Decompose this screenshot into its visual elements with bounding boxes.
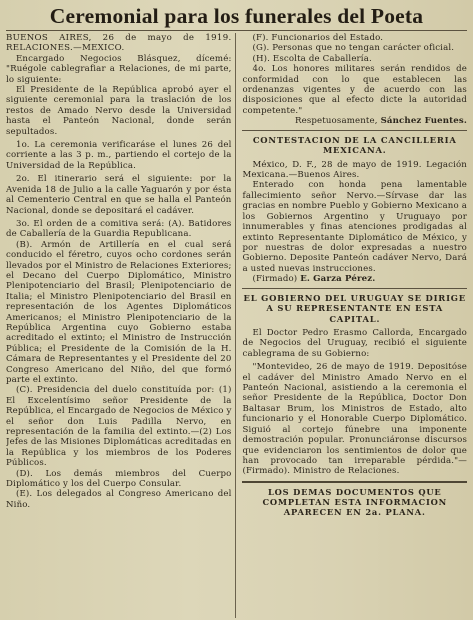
column-divider <box>235 33 236 618</box>
signature-sanchez <box>242 116 467 126</box>
signature-name: E. Garza Pérez. <box>300 274 376 285</box>
list-item: (H). Escolta de Caballería. <box>252 53 372 64</box>
article-paragraph: (D). Los demás miembros del Cuerpo Diplomático y los del Cuerpo Consular. <box>6 468 232 490</box>
article-paragraph: (B). Armón de Artillería en el cual será conducido el féretro, cuyos ocho cordones serán llevados por el Ministro de Relaciones Exteriores; el Decano del Cuerpo Diplomático, Ministro Plenipotenciario del Brasil; Plenipotenciario de Italia; el Ministro Plenipotenciario del Brasil en representación de los Agentes Diplomáticos Americanos; el Ministro Plenipotenciario de la República Argentina cuyo Gobierno estaba acreditado el extinto; el Ministro de Instrucción Pública; el Presidente de la Comisión de la H. Cámara de Representantes y el Presidente del 20 Congreso Americano del Niño, del que formó parte el extinto. <box>6 239 232 385</box>
headline: Ceremonial para los funerales del Poeta <box>49 4 424 28</box>
list-item: (F). Funcionarios del Estado. <box>252 33 384 43</box>
article-paragraph: 2o. El itinerario será el siguiente: por la Avenida 18 de Julio a la calle Yaguarón y por ésta al Cementerio Central en que se halla el Panteón Nacional, donde se depositará el cadáver. <box>6 174 232 216</box>
headline-rule <box>6 30 467 31</box>
article-paragraph: (C). Presidencia del duelo constituída por: (1) El Excelentísimo señor Presidente de la República, el Encargado de Negocios de México y el señor don Luis Padilla Nervo, en representación de la familia del extinto.—(2) Los Jefes de las Misiones Diplomáticas acreditadas en la República y los miembros de los Poderes Públicos. <box>6 385 232 469</box>
article-paragraph: 1o. La ceremonia verificaráse el lunes 26 del corriente a las 3 p. m., partiendo el cortejo de la Universidad de la República. <box>6 140 232 171</box>
signature-name: Sánchez Fuentes. <box>380 116 467 127</box>
dateline: BUENOS AIRES, 26 de mayo de 1919. RELACIONES.—MEXICO. <box>6 33 232 54</box>
list-item: 4o. Los honores militares serán rendidos de conformidad con lo que establecen las ordenanzas vigentes y de acuerdo con las disposiciones que al efecto dicte la autoridad competente." <box>242 64 467 116</box>
bottom-note: LOS DEMAS DOCUMENTOS QUE COMPLETAN ESTA INFORMACION APARECEN EN 2a. PLANA. <box>242 481 467 517</box>
article-paragraph: Enterado con honda pena lamentable fallecimiento señor Nervo.—Sírvase dar las gracias en nombre Pueblo y Gobierno Mexicano a los Gobiernos Argentino y Uruguayo por innumerables y finas atenciones prodigadas al extinto Representante Diplomático de México, y por nuestras de dolor expresadas a nuestro Gobierno. Deposite Panteón cadáver Nervo, Dará a usted nuevas instrucciones. <box>242 180 467 274</box>
right-column <box>242 33 467 618</box>
article-paragraph: El Doctor Pedro Erasmo Callorda, Encargado de Negocios del Uruguay, recibió el siguiente cablegrama de su Gobierno: <box>242 328 467 359</box>
section-title-cancilleria: CONTESTACION DE LA CANCILLERIA MEXICANA. <box>252 134 457 156</box>
article-paragraph: 3o. El orden de a comitiva será: (A). Batidores de Caballería de la Guardia Republicana. <box>6 218 232 240</box>
article-paragraph: (E). Los delegados al Congreso Americano del Niño. <box>6 489 232 510</box>
list-item: (G). Personas que no tengan carácter oficial. <box>252 43 455 54</box>
signature-prefix: Respetuosamente, <box>294 116 378 127</box>
signature-prefix: (Firmado) <box>252 274 298 285</box>
article-paragraph: México, D. F., 28 de mayo de 1919. Legación Mexicana.—Buenos Aires. <box>242 159 467 181</box>
signature-garza <box>242 274 467 284</box>
section-title-uruguay: EL GOBIERNO DEL URUGUAY SE DIRIGE A SU REPRESENTANTE EN ESTA CAPITAL. <box>243 292 466 324</box>
section-rule <box>242 288 467 289</box>
article-paragraph: El Presidente de la República aprobó ayer el siguiente ceremonial para la traslación de los restos de Amado Nervo desde la Universidad hasta el Panteón Nacional, donde serán sepultados. <box>6 85 232 137</box>
article-paragraph: "Montevideo, 26 de mayo de 1919. Depositóse el cadáver del Ministro Amado Nervo en el Panteón Nacional, asistiendo a la ceremonia el señor Presidente de la República, Doctor Don Baltasar Brum, los Ministros de Estado, alto funcionario y el Honorable Cuerpo Diplomático. Siguió al cortejo fúnebre una imponente demostración popular. Pronunciáronse discursos que evidenciaron los sentimientos de dolor que han provocado tan irreparable pérdida."—(Firmado). Ministro de Relaciones. <box>242 362 467 477</box>
left-column <box>6 33 232 618</box>
columns <box>6 33 467 618</box>
article-paragraph: Encargado Negocios Blásquez, dícemé: "Ruégole cablegrafiar a Relaciones, de mi parte, lo siguiente: <box>6 53 232 85</box>
section-rule <box>242 130 467 131</box>
